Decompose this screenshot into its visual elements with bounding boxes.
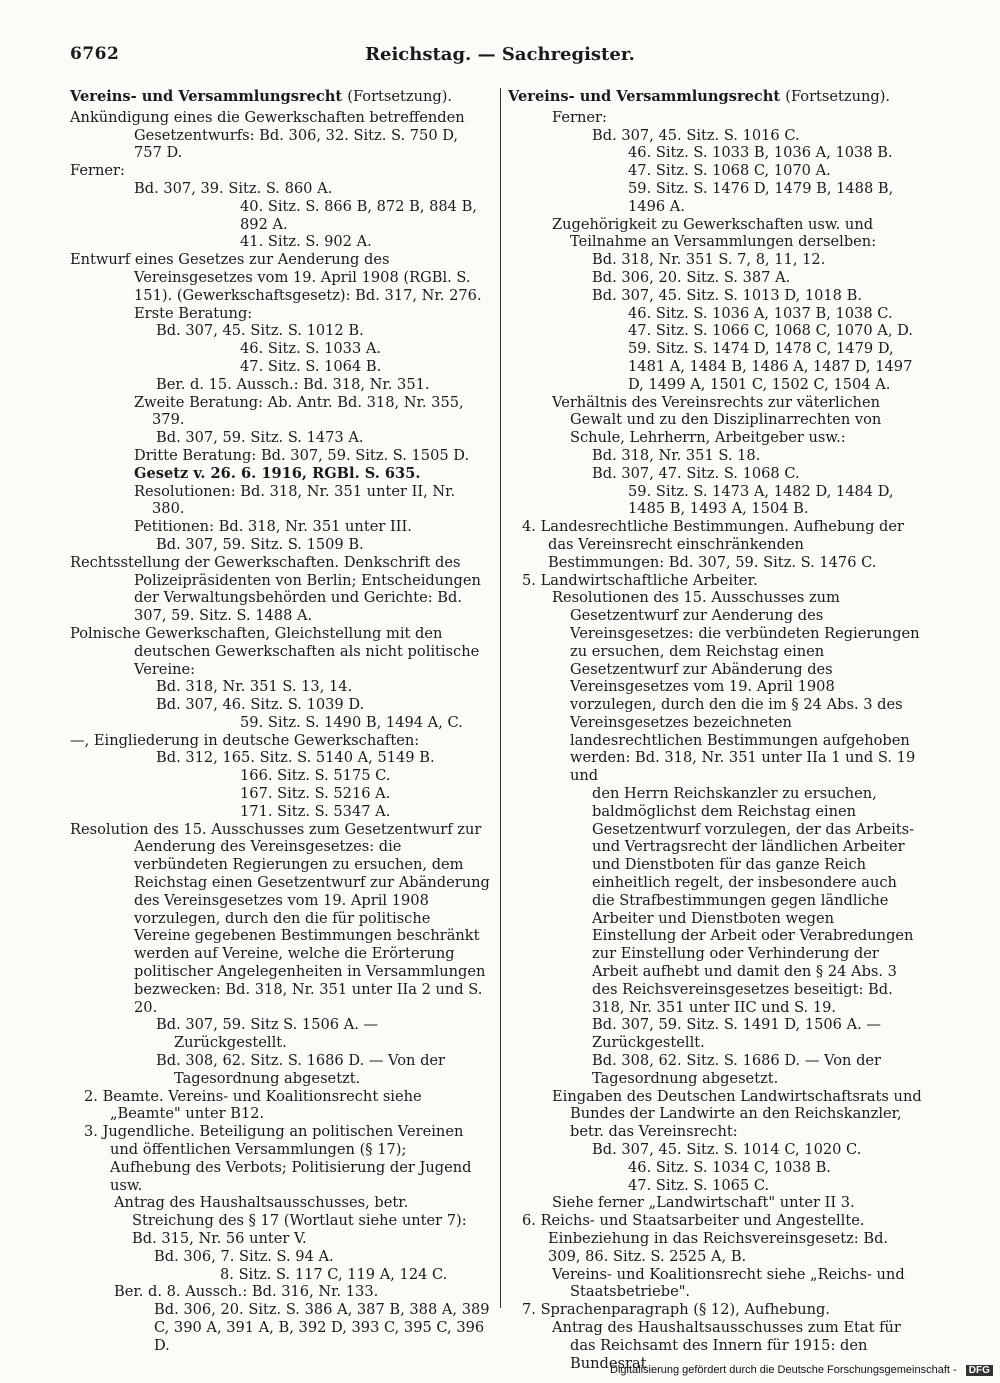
index-entry: Bd. 307, 45. Sitz. S. 1013 D, 1018 B. <box>592 286 862 304</box>
index-entry: —, Eingliederung in deutsche Gewerkschaften: <box>70 731 420 749</box>
digitization-footer <box>610 1364 993 1376</box>
index-entry: Polnische Gewerkschaften, Gleichstellung mit den deutschen Gewerkschaften als nicht politische Vereine: <box>70 624 480 678</box>
index-entry: Bd. 306, 20. Sitz. S. 387 A. <box>592 268 791 286</box>
index-entry: Bd. 307, 59. Sitz. S. 1473 A. <box>156 429 364 447</box>
heading-note: (Fortsetzung). <box>785 88 891 105</box>
index-entry: Zweite Beratung: Ab. Antr. Bd. 318, Nr. 355, 379. <box>134 393 464 429</box>
index-entry: Eingaben des Deutschen Landwirtschaftsrats und Bundes der Landwirte an den Reichskanzler, betr. das Vereinsrecht: <box>552 1087 922 1141</box>
index-entry: Bd. 307, 59. Sitz S. 1506 A. — Zurückgestellt. <box>156 1016 379 1052</box>
index-entry: Ankündigung eines die Gewerkschaften betreffenden Gesetzentwurfs: Bd. 306, 32. Sitz. S. 750 D, 757 D. <box>70 108 465 162</box>
column-heading <box>70 88 490 106</box>
index-entry: Bd. 307, 59. Sitz. S. 1491 D, 1506 A. — Zurückgestellt. <box>592 1016 882 1052</box>
index-entry: Bd. 307, 45. Sitz. S. 1012 B. <box>156 322 364 340</box>
index-entry: Entwurf eines Gesetzes zur Aenderung des Vereinsgesetzes vom 19. April 1908 (RGBl. S. 151). (Gewerkschaftsgesetz): Bd. 317, Nr. 276. <box>70 251 482 304</box>
index-entry: 6. Reichs- und Staatsarbeiter und Angestellte. Einbeziehung in das Reichsvereinsgesetz: Bd. 309, 86. Sitz. S. 2525 A, B. <box>522 1212 889 1265</box>
index-entry: 7. Sprachenparagraph (§ 12), Aufhebung. <box>522 1301 830 1319</box>
index-entry: Bd. 308, 62. Sitz. S. 1686 D. — Von der Tagesordnung abgesetzt. <box>592 1052 882 1087</box>
index-entry: 47. Sitz. S. 1066 C, 1068 C, 1070 A, D. <box>628 322 913 340</box>
index-entry: 47. Sitz. S. 1064 B. <box>240 357 382 375</box>
index-entry: Bd. 306, 7. Sitz. S. 94 A. <box>154 1247 334 1265</box>
column-divider <box>500 88 501 1308</box>
index-entry: Resolutionen: Bd. 318, Nr. 351 unter II, Nr. 380. <box>134 482 456 518</box>
index-entry: Bd. 308, 62. Sitz. S. 1686 D. — Von der Tagesordnung abgesetzt. <box>156 1052 446 1087</box>
index-entry: Bd. 307, 45. Sitz. S. 1014 C, 1020 C. <box>592 1141 862 1159</box>
index-entry: 40. Sitz. S. 866 B, 872 B, 884 B, 892 A. <box>240 197 477 233</box>
index-entry: Rechtsstellung der Gewerkschaften. Denkschrift des Polizeipräsidenten von Berlin; Entscheidungen der Verwaltungsbehörden und Gerichte: Bd. 307, 59. Sitz. S. 1488 A. <box>70 553 481 625</box>
column-heading <box>508 88 922 106</box>
index-entry: 47. Sitz. S. 1065 C. <box>628 1176 770 1194</box>
index-entry: 59. Sitz. S. 1473 A, 1482 D, 1484 D, 1485 B, 1493 A, 1504 B. <box>628 482 894 518</box>
index-entry: 47. Sitz. S. 1068 C, 1070 A. <box>628 162 831 180</box>
index-entry: Ferner: <box>552 108 607 126</box>
index-entry: 46. Sitz. S. 1036 A, 1037 B, 1038 C. <box>628 304 893 322</box>
index-entry: Verhältnis des Vereinsrechts zur väterlichen Gewalt und zu den Disziplinarrechten von Schule, Lehrherrn, Arbeitgeber usw.: <box>552 393 882 447</box>
heading-note: (Fortsetzung). <box>347 88 453 105</box>
running-title: Reichstag. — Sachregister. <box>365 44 635 65</box>
index-entry: Siehe ferner „Landwirtschaft" unter II 3. <box>552 1194 855 1212</box>
index-entry: 46. Sitz. S. 1033 A. <box>240 340 382 358</box>
index-entry: Antrag des Haushaltsausschusses zum Etat für das Reichsamt des Innern für 1915: den Bundesrat <box>552 1318 901 1372</box>
page-header <box>70 44 930 68</box>
right-entries <box>508 109 922 1373</box>
index-entry: 166. Sitz. S. 5175 C. <box>240 767 391 785</box>
index-entry: Petitionen: Bd. 318, Nr. 351 unter III. <box>134 518 412 536</box>
index-entry: 59. Sitz. S. 1474 D, 1478 C, 1479 D, 1481 A, 1484 B, 1486 A, 1487 D, 1497 D, 1499 A, 1501 C, 1502 C, 1504 A. <box>628 340 913 393</box>
index-entry: Bd. 307, 59. Sitz. S. 1509 B. <box>156 535 364 553</box>
page-number: 6762 <box>70 44 120 64</box>
index-entry: 59. Sitz. S. 1476 D, 1479 B, 1488 B, 1496 A. <box>628 179 894 215</box>
footer-text: Digitalisierung gefördert durch die Deutsche Forschungsgemeinschaft - <box>610 1364 957 1376</box>
index-entry: Ferner: <box>70 162 125 180</box>
dfg-logo: DFG <box>966 1365 993 1376</box>
index-entry: Erste Beratung: <box>134 304 253 322</box>
heading-text: Vereins- und Versammlungsrecht <box>70 88 343 105</box>
index-entry: den Herrn Reichskanzler zu ersuchen, baldmöglichst dem Reichstag einen Gesetzentwurf vorzulegen, der das Arbeits- und Vertragsrecht der ländlichen Arbeiter und Dienstboten für das ganze Reich einheitlich regelt, der insbesondere auch die Strafbestimmungen gegen ländliche Arbeiter und Dienstboten wegen Einstellung der Arbeit oder Verabredungen zur Einstellung oder Verhinderung der Arbeit aufhebt und damit den § 24 Abs. 3 des Reichsvereinsgesetzes beseitigt: Bd. 318, Nr. 351 unter IIC und S. 19. <box>592 785 915 1016</box>
index-entry: 46. Sitz. S. 1034 C, 1038 B. <box>628 1158 831 1176</box>
index-entry: 41. Sitz. S. 902 A. <box>240 233 372 251</box>
index-entry: Bd. 306, 20. Sitz. S. 386 A, 387 B, 388 A, 389 C, 390 A, 391 A, B, 392 D, 393 C, 395 C, 396 D. <box>154 1301 490 1354</box>
index-entry: Dritte Beratung: Bd. 307, 59. Sitz. S. 1505 D. <box>134 446 470 464</box>
heading-text: Vereins- und Versammlungsrecht <box>508 88 781 105</box>
index-entry: 167. Sitz. S. 5216 A. <box>240 785 391 803</box>
index-entry: Bd. 307, 47. Sitz. S. 1068 C. <box>592 464 800 482</box>
index-entry: Bd. 307, 45. Sitz. S. 1016 C. <box>592 126 800 144</box>
index-entry: Gesetz v. 26. 6. 1916, RGBl. S. 635. <box>134 464 421 482</box>
index-entry: Zugehörigkeit zu Gewerkschaften usw. und Teilnahme an Versammlungen derselben: <box>552 215 877 251</box>
index-entry: Bd. 307, 46. Sitz. S. 1039 D. <box>156 696 365 714</box>
index-entry: Ber. d. 8. Aussch.: Bd. 316, Nr. 133. <box>114 1283 379 1301</box>
index-entry: Bd. 312, 165. Sitz. S. 5140 A, 5149 B. <box>156 749 435 767</box>
index-entry: 5. Landwirtschaftliche Arbeiter. <box>522 571 758 589</box>
index-entry: 8. Sitz. S. 117 C, 119 A, 124 C. <box>220 1265 448 1283</box>
index-entry: Bd. 307, 39. Sitz. S. 860 A. <box>134 179 333 197</box>
index-entry: Antrag des Haushaltsausschusses, betr. Streichung des § 17 (Wortlaut siehe unter 7): Bd. 315, Nr. 56 unter V. <box>114 1194 467 1247</box>
index-entry: Resolution des 15. Ausschusses zum Gesetzentwurf zur Aenderung des Vereinsgesetzes: die verbündeten Regierungen zu ersuchen, dem Reichstag einen Gesetzentwurf zur Abänderung des Vereinsgesetzes vom 19. April 1908 vorzulegen, durch den die für politische Vereine gegebenen Bestimmungen beschränkt werden auf Vereine, welche die Erörterung politischer Angelegenheiten in Versammlungen bezwecken: Bd. 318, Nr. 351 unter IIa 2 und S. 20. <box>70 820 490 1016</box>
index-entry: Bd. 318, Nr. 351 S. 13, 14. <box>156 678 353 696</box>
right-column <box>508 88 922 1372</box>
index-entry: Bd. 318, Nr. 351 S. 18. <box>592 446 761 464</box>
index-entry: 171. Sitz. S. 5347 A. <box>240 802 391 820</box>
index-entry: Ber. d. 15. Aussch.: Bd. 318, Nr. 351. <box>156 375 430 393</box>
index-entry: 46. Sitz. S. 1033 B, 1036 A, 1038 B. <box>628 144 893 162</box>
left-entries <box>70 109 490 1355</box>
left-column <box>70 88 490 1355</box>
index-entry: 4. Landesrechtliche Bestimmungen. Aufhebung der das Vereinsrecht einschränkenden Bestimmungen: Bd. 307, 59. Sitz. S. 1476 C. <box>522 518 905 571</box>
index-entry: 3. Jugendliche. Beteiligung an politischen Vereinen und öffentlichen Versammlungen (§ 17); Aufhebung des Verbots; Politisierung der Jugend usw. <box>84 1123 472 1194</box>
index-entry: Resolutionen des 15. Ausschusses zum Gesetzentwurf zur Aenderung des Vereinsgesetzes: die verbündeten Regierungen zu ersuchen, dem Reichstag einen Gesetzentwurf zur Abänderung des Vereinsgesetzes vom 19. April 1908 vorzulegen, durch den die im § 24 Abs. 3 des Vereinsgesetzes bezeichneten landesrechtlichen Bestimmungen aufgehoben werden: Bd. 318, Nr. 351 unter IIa 1 und S. 19 und <box>552 589 920 785</box>
index-entry: Bd. 318, Nr. 351 S. 7, 8, 11, 12. <box>592 251 826 269</box>
index-entry: Vereins- und Koalitionsrecht siehe „Reichs- und Staatsbetriebe". <box>552 1265 905 1301</box>
index-entry: 2. Beamte. Vereins- und Koalitionsrecht siehe „Beamte" unter B12. <box>84 1087 422 1123</box>
index-entry: 59. Sitz. S. 1490 B, 1494 A, C. <box>240 713 463 731</box>
